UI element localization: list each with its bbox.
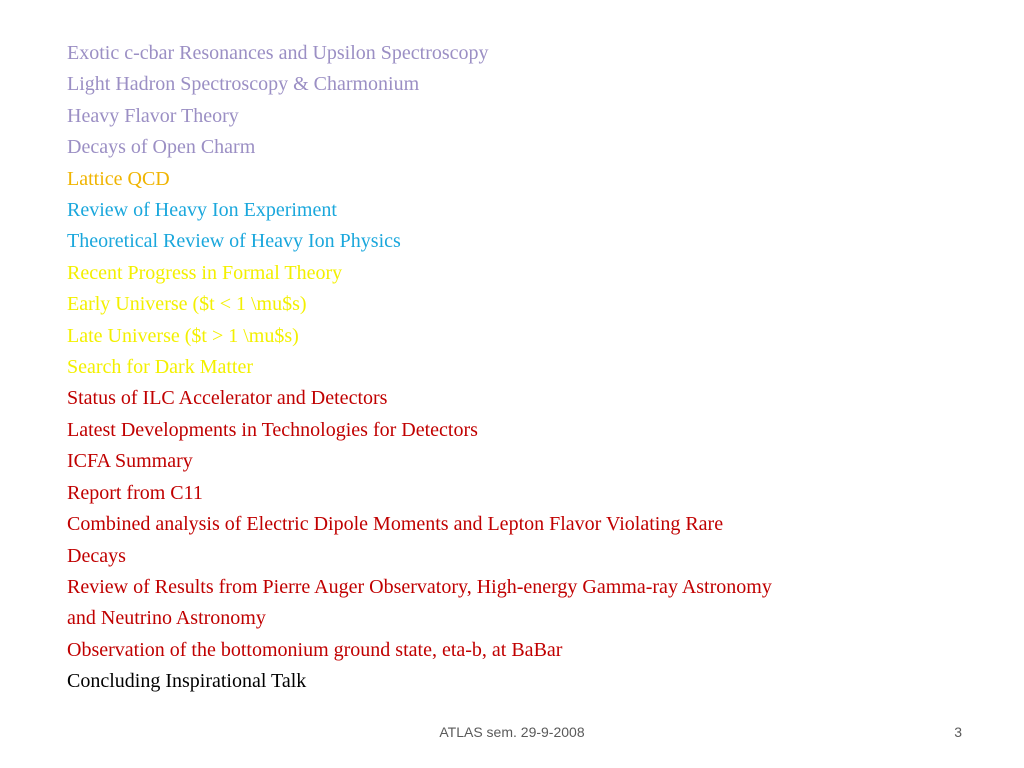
topic-item: Search for Dark Matter: [67, 356, 254, 379]
topic-item: ICFA Summary: [67, 450, 193, 473]
topic-item: Decays: [67, 544, 126, 567]
topic-item: Heavy Flavor Theory: [67, 104, 239, 127]
topic-item: Observation of the bottomonium ground state, eta-b, at BaBar: [67, 638, 563, 661]
topic-item: Latest Developments in Technologies for Detectors: [67, 418, 478, 441]
topic-item: Early Universe ($t < 1 \mu$s): [67, 293, 307, 316]
topic-item: Exotic c-cbar Resonances and Upsilon Spectroscopy: [67, 42, 489, 64]
topic-item: Light Hadron Spectroscopy & Charmonium: [67, 73, 420, 96]
topic-item: Recent Progress in Formal Theory: [67, 261, 343, 284]
topic-item: Decays of Open Charm: [67, 136, 256, 159]
topic-item: Lattice QCD: [67, 167, 170, 190]
topic-item: Combined analysis of Electric Dipole Moments and Lepton Flavor Violating Rare: [67, 513, 724, 536]
topic-item: Theoretical Review of Heavy Ion Physics: [67, 230, 401, 253]
page-number: 3: [954, 724, 962, 740]
topic-item: Late Universe ($t > 1 \mu$s): [67, 324, 299, 347]
topic-item: Review of Heavy Ion Experiment: [67, 199, 337, 222]
topic-item: Concluding Inspirational Talk: [67, 670, 307, 693]
topic-list: [67, 38, 947, 698]
footer-text: ATLAS sem. 29-9-2008: [439, 724, 585, 740]
topic-item: Review of Results from Pierre Auger Observatory, High-energy Gamma-ray Astronomy: [67, 575, 772, 598]
topic-item: Report from C11: [67, 481, 203, 504]
topic-item: Status of ILC Accelerator and Detectors: [67, 387, 388, 410]
topic-item: and Neutrino Astronomy: [67, 607, 266, 630]
